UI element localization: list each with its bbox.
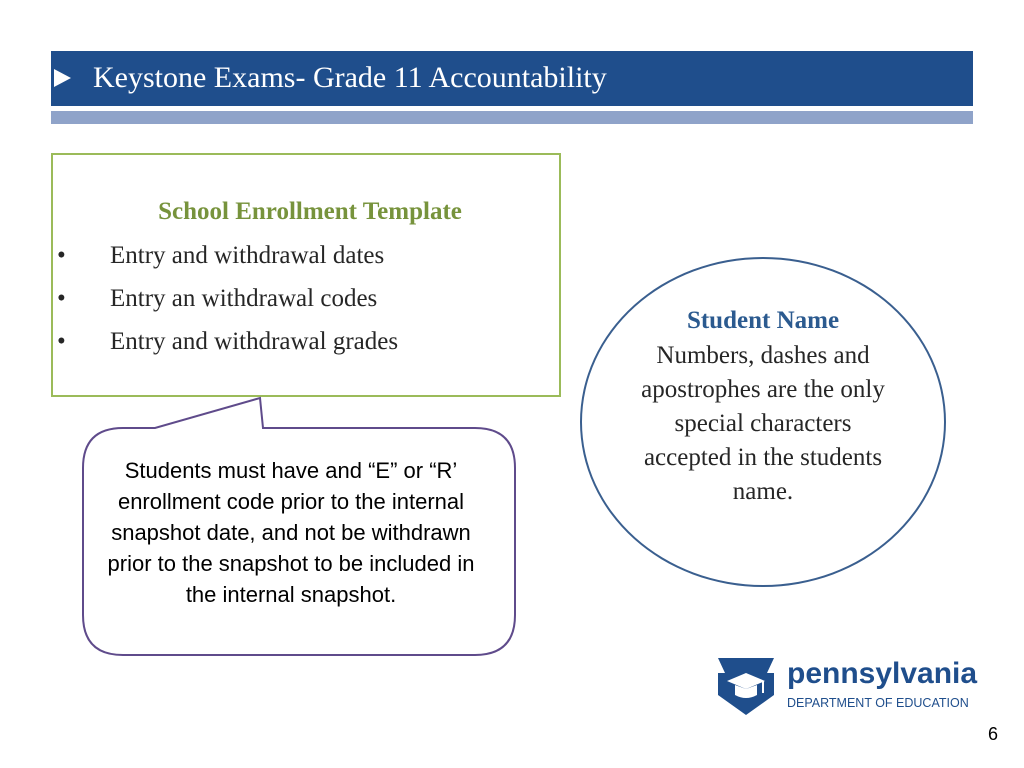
list-item-text: Entry an withdrawal codes	[110, 285, 378, 312]
circle-body: Numbers, dashes and apostrophes are the only special characters accepted in the students name.	[641, 342, 885, 505]
logo-wordmark: pennsylvania	[787, 657, 978, 690]
bullet-icon: •	[57, 285, 66, 312]
keystone-graduation-cap-icon	[715, 655, 777, 717]
callout-text: Students must have and “E” or “R’ enrollment code prior to the internal snapshot date, and not be withdrawn prior to the snapshot to be included in the internal snapshot.	[107, 458, 475, 607]
enrollment-heading: School Enrollment Template	[158, 198, 462, 225]
slide-title: Keystone Exams- Grade 11 Accountability	[93, 61, 607, 94]
logo-subtitle: DEPARTMENT OF EDUCATION	[787, 696, 969, 710]
page-number: 6	[987, 724, 998, 744]
pa-education-logo	[715, 655, 978, 717]
list-item-text: Entry and withdrawal dates	[110, 242, 385, 269]
bullet-icon: •	[57, 328, 66, 355]
circle-heading: Student Name	[686, 307, 840, 334]
bullet-icon: •	[57, 242, 66, 269]
list-item-text: Entry and withdrawal grades	[110, 328, 399, 355]
